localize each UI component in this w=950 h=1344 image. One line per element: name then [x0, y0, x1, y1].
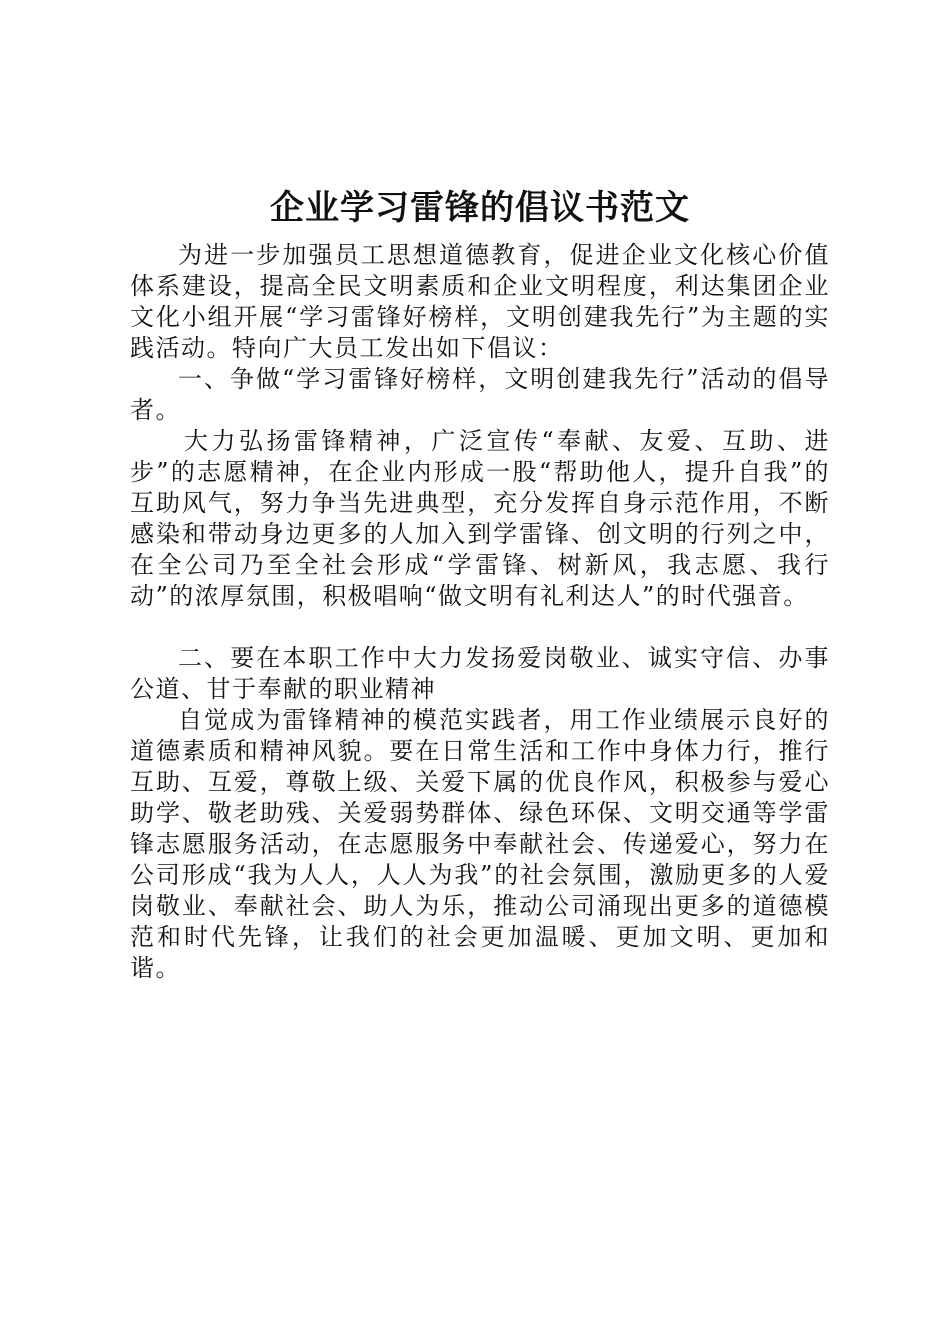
section-two-heading: 二、要在本职工作中大力发扬爱岗敬业、诚实守信、办事公道、甘于奉献的职业精神: [130, 644, 830, 703]
section-one-heading: 一、争做“学习雷锋好榜样，文明创建我先行”活动的倡导者。: [130, 365, 830, 424]
paragraph-gap: [130, 612, 830, 643]
section-one-body: 大力弘扬雷锋精神，广泛宣传“奉献、友爱、互助、进步”的志愿精神，在企业内形成一股“帮助他人，提升自我”的互助风气，努力争当先进典型，充分发挥自身示范作用，不断感染和带动身边更多的人加入到学雷锋、创文明的行列之中，在全公司乃至全社会形成“学雷锋、树新风，我志愿、我行动”的浓厚氛围，积极唱响“做文明有礼利达人”的时代强音。: [130, 427, 830, 610]
section-two-body: 自觉成为雷锋精神的模范实践者，用工作业绩展示良好的道德素质和精神风貌。要在日常生活和工作中身体力行，推行互助、互爱，尊敬上级、关爱下属的优良作风，积极参与爱心助学、敬老助残、关爱弱势群体、绿色环保、文明交通等学雷锋志愿服务活动，在志愿服务中奉献社会、传递爱心，努力在公司形成“我为人人，人人为我”的社会氛围，激励更多的人爱岗敬业、奉献社会、助人为乐，推动公司涌现出更多的道德模范和时代先锋，让我们的社会更加温暖、更加文明、更加和谐。: [130, 706, 830, 982]
document-title: 企业学习雷锋的倡议书范文: [270, 188, 690, 228]
intro-paragraph: 为进一步加强员工思想道德教育，促进企业文化核心价值体系建设，提高全民文明素质和企业文明程度，利达集团企业文化小组开展“学习雷锋好榜样，文明创建我先行”为主题的实践活动。特向广大员工发出如下倡议：: [130, 241, 830, 362]
document-page: [130, 182, 830, 984]
